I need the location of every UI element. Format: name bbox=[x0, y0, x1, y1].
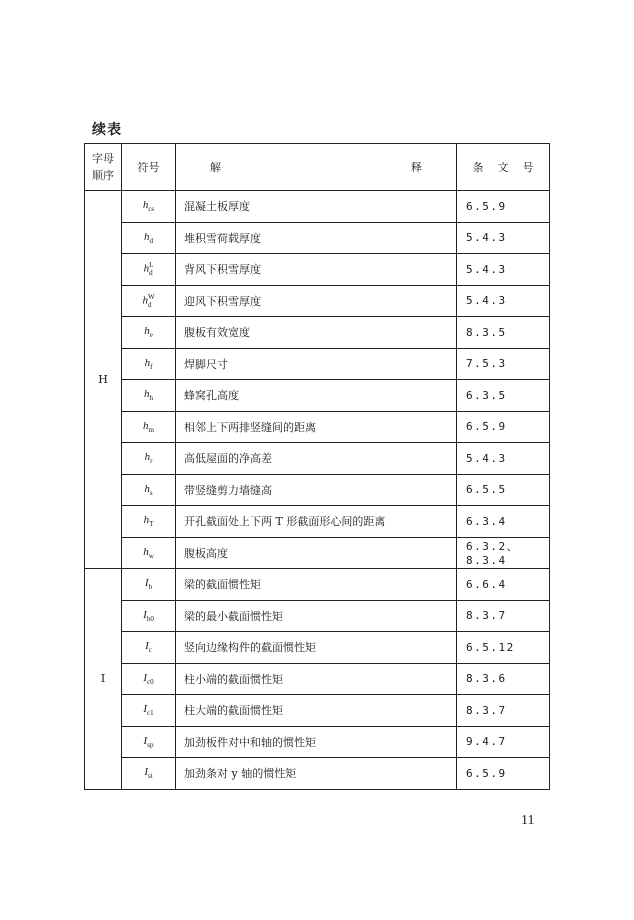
symbol-base: I bbox=[144, 766, 148, 779]
clause-number-cell: 6.3.4 bbox=[457, 506, 550, 538]
symbol-base: h bbox=[144, 482, 150, 495]
symbol-script-stack bbox=[149, 520, 153, 528]
table-header-row bbox=[85, 144, 550, 191]
description-cell: 梁的最小截面惯性矩 bbox=[176, 600, 457, 632]
symbol-cell bbox=[122, 411, 176, 443]
description-cell: 焊脚尺寸 bbox=[176, 348, 457, 380]
table-row bbox=[85, 632, 550, 664]
symbol-base: I bbox=[144, 577, 149, 590]
table-row bbox=[85, 191, 550, 223]
table-row bbox=[85, 222, 550, 254]
symbol-cell bbox=[122, 726, 176, 758]
symbol-base: h bbox=[142, 294, 148, 307]
table-row bbox=[85, 443, 550, 475]
symbol-cell bbox=[122, 600, 176, 632]
clause-number-cell: 5.4.3 bbox=[457, 443, 550, 475]
symbol-subscript: b bbox=[148, 583, 153, 592]
description-cell: 腹板高度 bbox=[176, 537, 457, 569]
header-order-line-1: 字母 bbox=[92, 152, 114, 165]
description-cell: 高低屋面的净高差 bbox=[176, 443, 457, 475]
group-letter: H bbox=[85, 191, 122, 569]
table-row bbox=[85, 411, 550, 443]
table-row bbox=[85, 726, 550, 758]
symbol-script-stack bbox=[148, 205, 154, 213]
symbol-base: I bbox=[143, 671, 148, 684]
header-clause-2: 文 bbox=[497, 160, 509, 174]
clause-number-cell: 5.4.3 bbox=[457, 222, 550, 254]
table-row bbox=[85, 569, 550, 601]
symbol-script-stack bbox=[149, 261, 153, 277]
description-cell: 梁的截面惯性矩 bbox=[176, 569, 457, 601]
clause-number-cell: 6.5.9 bbox=[457, 191, 550, 223]
symbol-script-stack bbox=[147, 741, 153, 749]
clause-number-cell: 5.4.3 bbox=[457, 254, 550, 286]
symbol-script-stack bbox=[149, 646, 152, 654]
symbol-script-stack bbox=[150, 331, 153, 339]
symbol-script-stack bbox=[150, 457, 152, 465]
symbol-subscript: f bbox=[150, 362, 153, 371]
symbol-script-stack bbox=[149, 426, 154, 434]
symbol-subscript: T bbox=[149, 520, 154, 529]
table-row bbox=[85, 317, 550, 349]
symbol-cell bbox=[122, 506, 176, 538]
symbol-cell bbox=[122, 191, 176, 223]
symbol-script-stack bbox=[150, 394, 154, 402]
symbol-subscript: d bbox=[147, 300, 152, 309]
page-number: 11 bbox=[521, 813, 535, 828]
symbol-base: I bbox=[143, 734, 148, 747]
clause-number-cell: 8.3.6 bbox=[457, 663, 550, 695]
symbol-base: I bbox=[143, 608, 147, 621]
table-row bbox=[85, 695, 550, 727]
symbol-subscript: b0 bbox=[146, 614, 154, 623]
clause-number-cell: 6.5.9 bbox=[457, 758, 550, 790]
symbol-script-stack bbox=[149, 552, 154, 560]
header-letter-order bbox=[85, 144, 122, 191]
header-clause-number bbox=[457, 144, 550, 191]
symbol-subscript: r bbox=[150, 457, 153, 466]
symbol-base: h bbox=[144, 451, 151, 464]
symbol-script-stack bbox=[150, 489, 153, 497]
clause-number-cell: 9.4.7 bbox=[457, 726, 550, 758]
symbol-script-stack bbox=[149, 583, 153, 591]
symbol-cell bbox=[122, 663, 176, 695]
header-clause-3: 号 bbox=[522, 160, 534, 174]
header-description-left: 解 bbox=[210, 160, 221, 174]
description-cell: 迎风下积雪厚度 bbox=[176, 285, 457, 317]
symbol-script-stack bbox=[150, 237, 154, 245]
table-row bbox=[85, 474, 550, 506]
symbol-cell bbox=[122, 695, 176, 727]
table-row bbox=[85, 758, 550, 790]
clause-number-cell: 6.3.5 bbox=[457, 380, 550, 412]
header-symbol: 符号 bbox=[122, 144, 176, 191]
clause-number-cell: 5.4.3 bbox=[457, 285, 550, 317]
symbol-table bbox=[84, 143, 550, 790]
symbol-cell bbox=[122, 348, 176, 380]
symbol-superscript: W bbox=[147, 292, 155, 301]
symbol-subscript: c0 bbox=[147, 677, 154, 686]
description-cell: 柱小端的截面惯性矩 bbox=[176, 663, 457, 695]
symbol-subscript: sp bbox=[147, 740, 154, 749]
clause-number-cell: 6.5.9 bbox=[457, 411, 550, 443]
description-cell: 蜂窝孔高度 bbox=[176, 380, 457, 412]
symbol-cell bbox=[122, 222, 176, 254]
symbol-subscript: d bbox=[149, 269, 153, 278]
table-row bbox=[85, 254, 550, 286]
symbol-subscript: st bbox=[148, 772, 153, 781]
symbol-base: I bbox=[143, 703, 148, 716]
header-description-right: 释 bbox=[411, 160, 422, 174]
symbol-cell bbox=[122, 317, 176, 349]
symbol-base: h bbox=[144, 230, 150, 243]
table-row bbox=[85, 506, 550, 538]
description-cell: 背风下积雪厚度 bbox=[176, 254, 457, 286]
table-body bbox=[85, 191, 550, 790]
symbol-script-stack bbox=[148, 293, 155, 309]
symbol-cell bbox=[122, 380, 176, 412]
symbol-cell bbox=[122, 443, 176, 475]
symbol-base: h bbox=[143, 514, 150, 527]
symbol-script-stack bbox=[147, 709, 154, 717]
symbol-script-stack bbox=[147, 615, 154, 623]
symbol-base: h bbox=[143, 545, 149, 558]
description-cell: 腹板有效宽度 bbox=[176, 317, 457, 349]
table-row bbox=[85, 663, 550, 695]
table-row bbox=[85, 600, 550, 632]
clause-number-cell: 6.6.4 bbox=[457, 569, 550, 601]
symbol-base: I bbox=[145, 640, 149, 653]
symbol-subscript: cs bbox=[148, 205, 155, 214]
symbol-superscript: L bbox=[149, 261, 154, 270]
group-letter: I bbox=[85, 569, 122, 790]
clause-number-cell: 8.3.7 bbox=[457, 695, 550, 727]
clause-number-cell: 7.5.3 bbox=[457, 348, 550, 380]
description-cell: 柱大端的截面惯性矩 bbox=[176, 695, 457, 727]
symbol-subscript: h bbox=[149, 394, 153, 403]
symbol-cell bbox=[122, 285, 176, 317]
table-row bbox=[85, 380, 550, 412]
clause-number-cell: 6.5.5 bbox=[457, 474, 550, 506]
header-description bbox=[176, 144, 457, 191]
symbol-subscript: s bbox=[149, 488, 153, 497]
symbol-base: h bbox=[142, 199, 149, 212]
continued-table-title: 续表 bbox=[92, 122, 122, 138]
description-cell: 混凝土板厚度 bbox=[176, 191, 457, 223]
symbol-script-stack bbox=[148, 772, 153, 780]
symbol-cell bbox=[122, 254, 176, 286]
description-cell: 加劲条对 y 轴的惯性矩 bbox=[176, 758, 457, 790]
description-cell: 带竖缝剪力墙缝高 bbox=[176, 474, 457, 506]
symbol-script-stack bbox=[147, 678, 154, 686]
symbol-script-stack bbox=[150, 363, 152, 371]
symbol-subscript: m bbox=[148, 425, 154, 434]
description-cell: 加劲板件对中和轴的惯性矩 bbox=[176, 726, 457, 758]
table-row bbox=[85, 285, 550, 317]
symbol-base: h bbox=[143, 262, 150, 275]
symbol-cell bbox=[122, 758, 176, 790]
symbol-base: h bbox=[144, 356, 151, 369]
description-cell: 竖向边缘构件的截面惯性矩 bbox=[176, 632, 457, 664]
symbol-base: h bbox=[144, 388, 150, 401]
description-cell: 相邻上下两排竖缝间的距离 bbox=[176, 411, 457, 443]
symbol-subscript: e bbox=[149, 331, 153, 340]
symbol-cell bbox=[122, 632, 176, 664]
clause-number-cell: 8.3.7 bbox=[457, 600, 550, 632]
clause-number-cell: 6.5.12 bbox=[457, 632, 550, 664]
symbol-base: h bbox=[143, 419, 149, 432]
table-row bbox=[85, 348, 550, 380]
clause-number-cell: 8.3.5 bbox=[457, 317, 550, 349]
symbol-subscript: d bbox=[149, 236, 153, 245]
symbol-subscript: w bbox=[148, 551, 154, 560]
header-clause-1: 条 bbox=[472, 160, 484, 174]
description-cell: 开孔截面处上下两 T 形截面形心间的距离 bbox=[176, 506, 457, 538]
symbol-base: h bbox=[144, 325, 150, 338]
symbol-subscript: c1 bbox=[147, 709, 154, 718]
description-cell: 堆积雪荷载厚度 bbox=[176, 222, 457, 254]
symbol-subscript: c bbox=[148, 646, 152, 655]
header-order-line-2: 顺序 bbox=[92, 169, 114, 182]
table-row bbox=[85, 537, 550, 569]
symbol-cell bbox=[122, 569, 176, 601]
symbol-cell bbox=[122, 474, 176, 506]
symbol-cell bbox=[122, 537, 176, 569]
clause-number-cell: 6.3.2、8.3.4 bbox=[457, 537, 550, 569]
